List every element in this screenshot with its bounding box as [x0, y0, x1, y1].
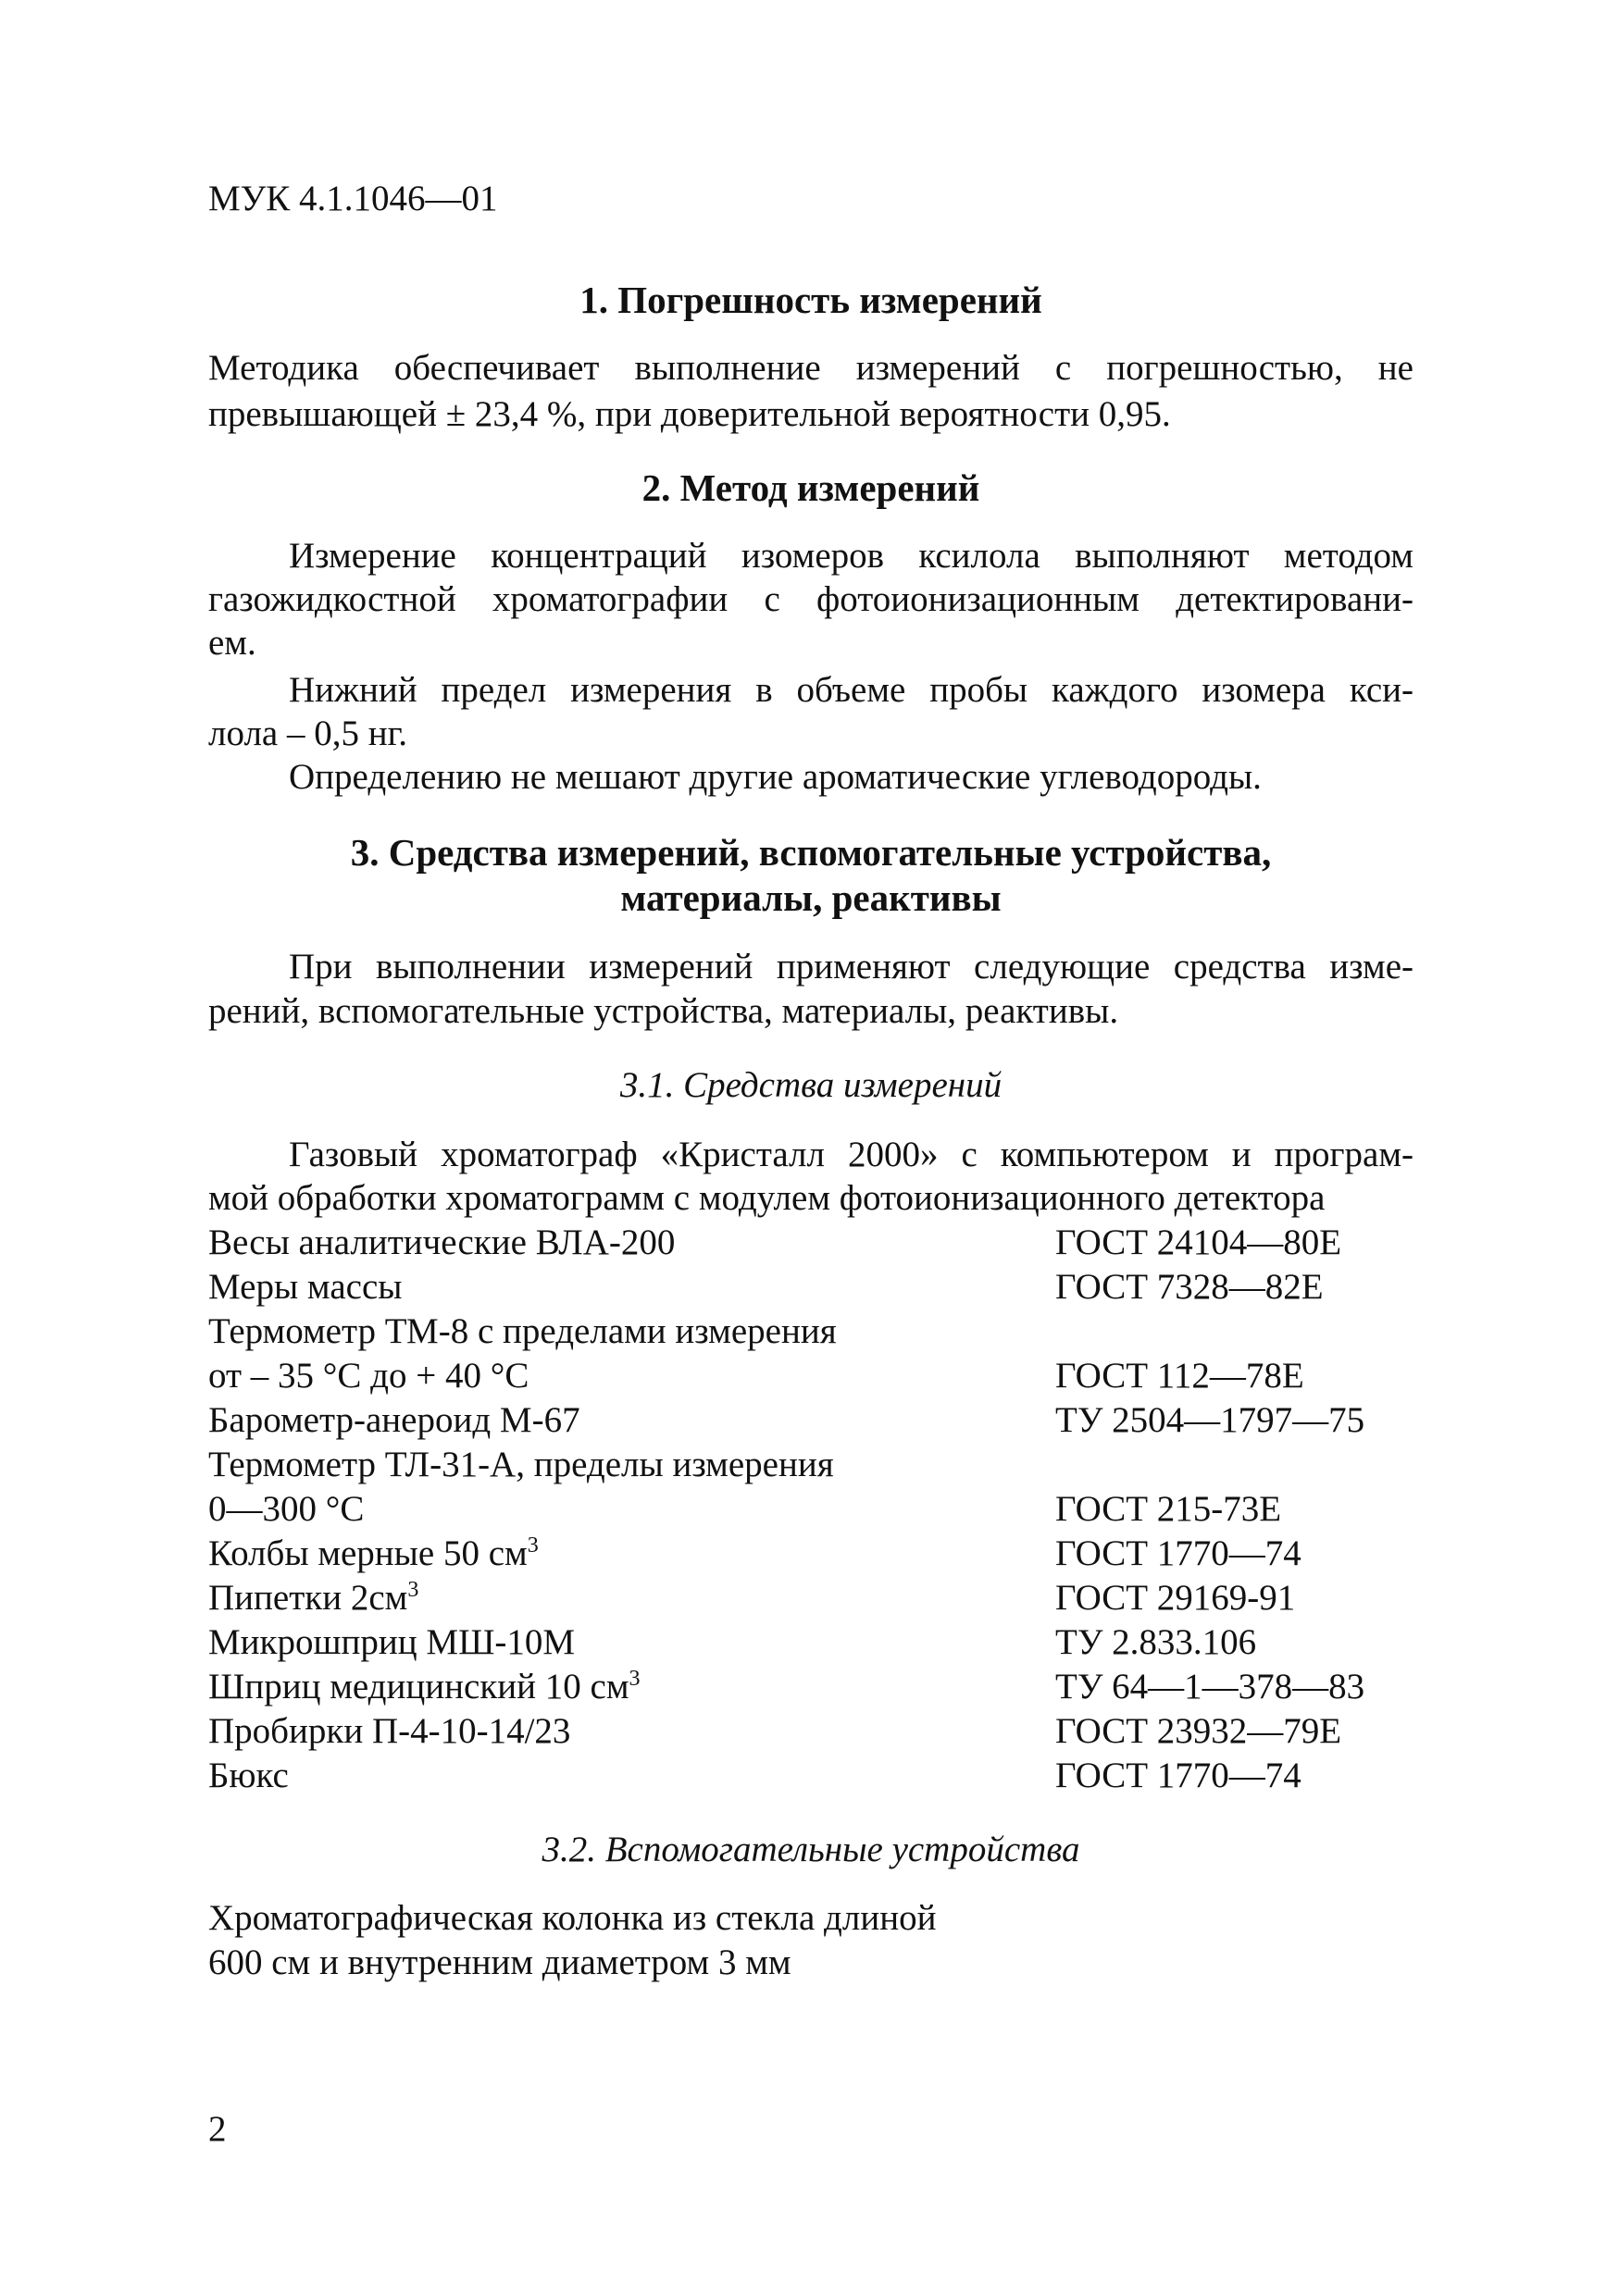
- instrument-standard: ГОСТ 24104—80Е: [1055, 1222, 1342, 1262]
- instrument-name: Бюкс: [208, 1756, 289, 1795]
- paragraph-line: рений, вспомогательные устройства, материалы, реактивы.: [208, 991, 1119, 1031]
- section-1-title: 1. Погрешность измерений: [579, 279, 1042, 321]
- instrument-name-with-unit: [208, 1577, 418, 1619]
- instrument-name: Шприц медицинский 10 см: [208, 1667, 629, 1706]
- instrument-name: Пробирки П-4-10-14/23: [208, 1711, 571, 1751]
- instrument-standard: ГОСТ 23932—79Е: [1055, 1711, 1342, 1751]
- instrument-name-with-unit: [208, 1666, 641, 1707]
- instrument-name: Термометр ТЛ-31-А, пределы измерения: [208, 1445, 834, 1484]
- instrument-name: от – 35 °С до + 40 °С: [208, 1356, 529, 1396]
- paragraph-line: мой обработки хроматограмм с модулем фотоионизационного детектора: [208, 1178, 1326, 1218]
- instrument-name: Колбы мерные 50 см: [208, 1533, 528, 1573]
- superscript: 3: [527, 1533, 539, 1558]
- paragraph-line: Газовый хроматограф «Кристалл 2000» с компьютером и програм-: [289, 1135, 1414, 1174]
- instrument-name-with-unit: [208, 1533, 539, 1574]
- document-code: МУК 4.1.1046—01: [208, 179, 498, 218]
- instrument-standard: ГОСТ 1770—74: [1055, 1756, 1301, 1795]
- instrument-standard: ТУ 64—1—378—83: [1055, 1667, 1365, 1706]
- instrument-standard: ГОСТ 1770—74: [1055, 1533, 1301, 1573]
- instrument-name: Меры массы: [208, 1267, 403, 1307]
- paragraph-line: При выполнении измерений применяют следующие средства изме-: [289, 947, 1414, 987]
- subsection-3-2-title: 3.2. Вспомогательные устройства: [542, 1830, 1080, 1869]
- section-3-title-cont: материалы, реактивы: [620, 876, 1002, 919]
- instrument-name: Пипетки 2см: [208, 1578, 408, 1618]
- paragraph-line: превышающей ± 23,4 %, при доверительной вероятности 0,95.: [208, 394, 1171, 434]
- instrument-name: Весы аналитические ВЛА-200: [208, 1222, 676, 1262]
- instrument-standard: ГОСТ 7328—82Е: [1055, 1267, 1324, 1307]
- paragraph-line: 600 см и внутренним диаметром 3 мм: [208, 1942, 791, 1982]
- instrument-name: Барометр-анероид М-67: [208, 1400, 580, 1440]
- instrument-standard: ТУ 2504—1797—75: [1055, 1400, 1365, 1440]
- paragraph-line: ем.: [208, 623, 256, 663]
- section-3-title: 3. Средства измерений, вспомогательные устройства,: [350, 831, 1272, 874]
- instrument-name: Термометр ТМ-8 с пределами измерения: [208, 1311, 837, 1351]
- instrument-standard: ТУ 2.833.106: [1055, 1622, 1257, 1662]
- paragraph-line: Измерение концентраций изомеров ксилола выполняют методом: [289, 536, 1414, 576]
- paragraph-line: газожидкостной хроматографии с фотоионизационным детектировани-: [208, 579, 1414, 619]
- instrument-name: Микрошприц МШ-10М: [208, 1622, 576, 1662]
- superscript: 3: [407, 1578, 419, 1602]
- instrument-standard: ГОСТ 112—78Е: [1055, 1356, 1304, 1396]
- section-2-title: 2. Метод измерений: [641, 466, 980, 509]
- superscript: 3: [629, 1667, 641, 1691]
- subsection-3-1-title: 3.1. Средства измерений: [619, 1065, 1003, 1105]
- paragraph-line: Определению не мешают другие ароматические углеводороды.: [289, 757, 1262, 797]
- instrument-name: 0—300 °С: [208, 1489, 365, 1529]
- instrument-standard: ГОСТ 29169-91: [1055, 1578, 1296, 1618]
- paragraph-line: Хроматографическая колонка из стекла длиной: [208, 1898, 937, 1938]
- instrument-standard: ГОСТ 215-73Е: [1055, 1489, 1282, 1529]
- page-number: 2: [208, 2109, 227, 2149]
- paragraph-line: Методика обеспечивает выполнение измерений с погрешностью, не: [208, 348, 1414, 388]
- paragraph-line: Нижний предел измерения в объеме пробы каждого изомера кси-: [289, 670, 1414, 710]
- paragraph-line: лола – 0,5 нг.: [208, 714, 407, 753]
